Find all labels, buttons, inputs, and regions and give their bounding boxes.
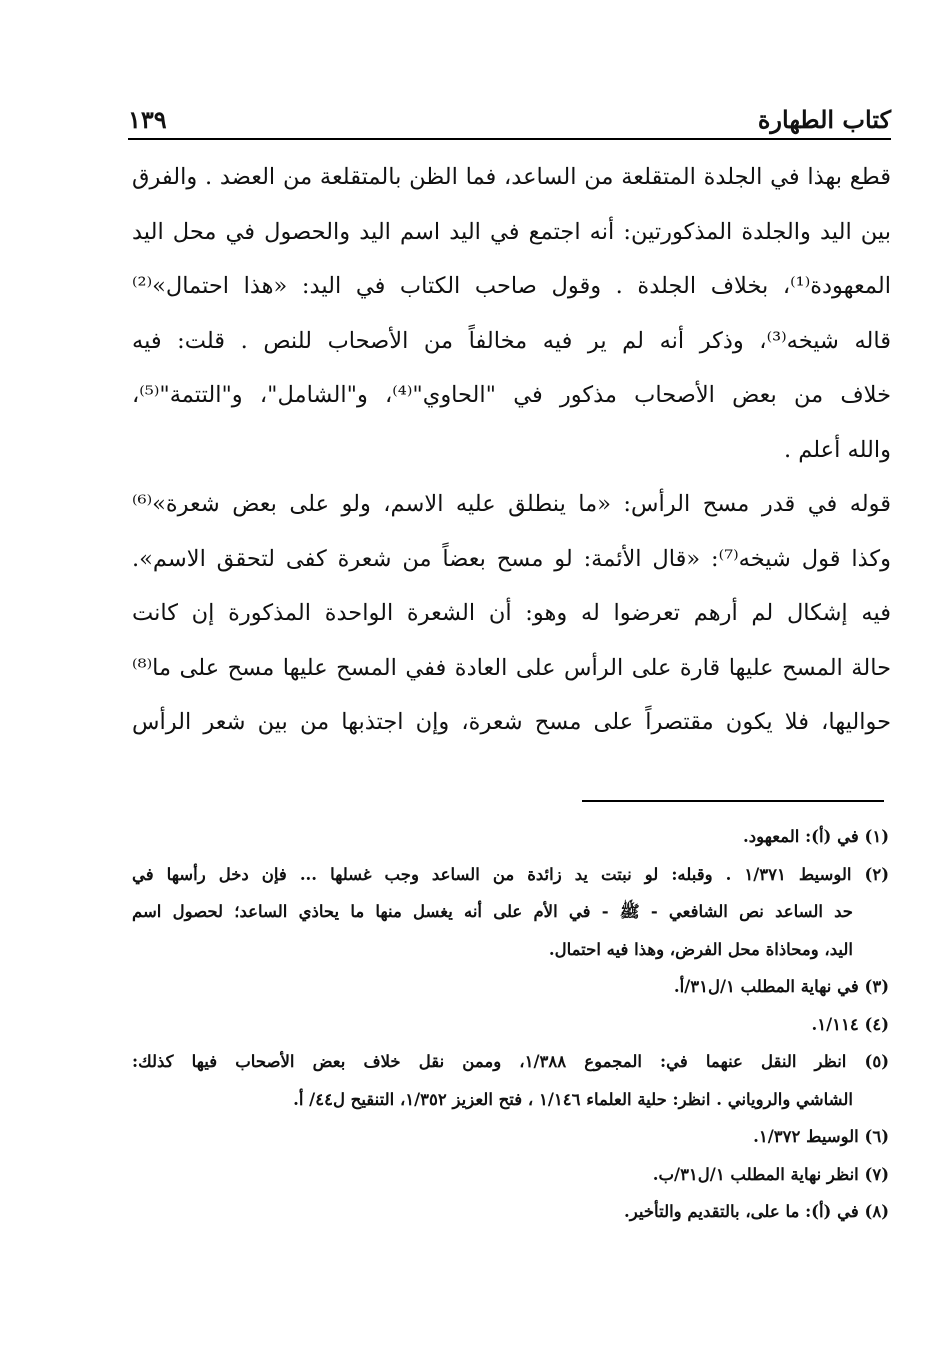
text-line: بين اليد والجلدة المذكورتين: أنه اجتمع في اليد اسم اليد والحصول في محل اليد	[132, 218, 891, 245]
text-line: حالة المسح عليها قارة على الرأس على العادة ففي المسح عليها مسح على ما⁽⁸⁾	[132, 654, 891, 681]
text-line: قاله شيخه⁽³⁾، وذكر أنه لم ير فيه مخالفاً من الأصحاب للنص . قلت: فيه	[132, 327, 891, 354]
footnote: (٣) في نهاية المطلب ١/ل٣١/أ.	[673, 977, 889, 996]
page-number: ١٣٩	[128, 105, 167, 134]
chapter-title: كتاب الطهارة	[757, 105, 891, 134]
main-text	[132, 150, 891, 750]
footnote: (٦) الوسيط ١/٣٧٢.	[753, 1127, 889, 1146]
footnote: (٥) انظر النقل عنهما في: المجموع ١/٣٨٨، وممن نقل خلاف بعض الأصحاب فيها كذلك:	[132, 1052, 889, 1071]
text-line: قوله في قدر مسح الرأس: «ما ينطلق عليه الاسم، ولو على بعض شعرة»⁽⁶⁾	[132, 491, 891, 517]
running-header	[128, 96, 891, 140]
text-line: حواليها، فلا يكون مقتصراً على مسح شعرة، وإن اجتذبها من بين شعر الرأس	[132, 709, 891, 735]
footnotes	[132, 818, 889, 1231]
text-line: قطع بهذا في الجلدة المتقلعة من الساعد، فما الظن بالمتقلعة من العضد . والفرق	[132, 164, 891, 190]
text-line: فيه إشكال لم أرهم تعرضوا له وهو: أن الشعرة الواحدة المذكورة إن كانت	[132, 600, 891, 626]
footnote: (١) في (أ): المعهود.	[743, 827, 889, 846]
footnote: (٧) انظر نهاية المطلب ١/ل٣١/ب.	[652, 1164, 889, 1184]
footnote: (٤) ١/١١٤.	[811, 1014, 889, 1034]
footnote-separator	[582, 800, 884, 802]
footnote: (٨) في (أ): ما على، بالتقديم والتأخير.	[624, 1202, 889, 1221]
footnote-continuation: الشاشي والروياني . انظر: حلية العلماء ١/١٤٦ ، فتح العزيز ١/٣٥٢، التنقيح ل٤٤/ أ.	[293, 1089, 853, 1109]
text-line: والله أعلم .	[783, 436, 891, 463]
text-line: خلاف من بعض الأصحاب مذكور في "الحاوي"⁽⁴⁾، و"الشامل"، و"التتمة"⁽⁵⁾،	[132, 382, 891, 408]
footnote-continuation: حد الساعد نص الشافعي - ﷺ - في الأم على أنه يغسل منها ما يحاذي الساعد؛ لحصول اسم	[132, 902, 853, 921]
text-line: المعهودة⁽¹⁾، بخلاف الجلدة . وقول صاحب الكتاب في اليد: «هذا احتمال»⁽²⁾	[132, 273, 891, 299]
text-line: وكذا قول شيخه⁽⁷⁾: «قال الأئمة: لو مسح بعضاً من شعرة كفى لتحقق الاسم».	[132, 545, 891, 572]
footnote: (٢) الوسيط ١/٣٧١ . وقبله: لو نبتت يد زائدة من الساعد وجب غسلها ... فإن دخل رأسها في	[132, 864, 889, 884]
footnote-continuation: اليد، ومحاذاة محل الفرض، وهذا فيه احتمال.	[548, 939, 853, 959]
